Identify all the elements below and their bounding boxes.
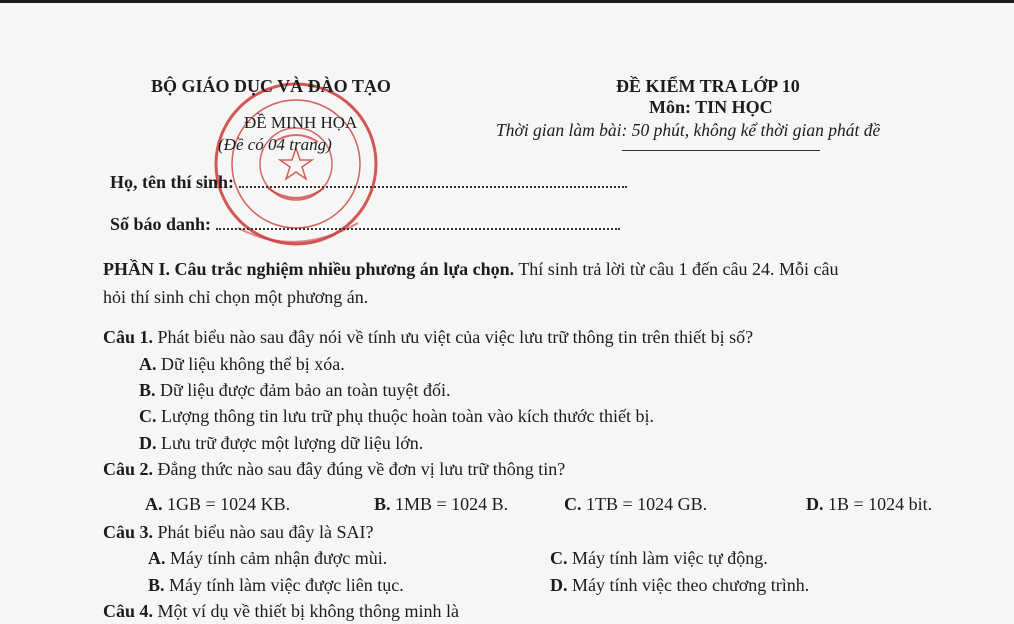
option-3a[interactable]: A. Máy tính cảm nhận được mùi. [148, 548, 388, 568]
question-number: Câu 1. [103, 327, 154, 347]
question-text: Phát biểu nào sau đây nói về tính ưu việt của việc lưu trữ thông tin trên thiết bị số? [153, 327, 754, 347]
time-note: Thời gian làm bài: 50 phút, không kể thời gian phát đề [496, 120, 881, 140]
question-2 [103, 459, 565, 480]
pages-note: (Đề có 04 trang) [218, 135, 332, 154]
exam-title: ĐỀ KIỂM TRA LỚP 10 [616, 76, 800, 96]
student-name-label: Họ, tên thí sinh: [110, 172, 235, 192]
student-id-field[interactable] [216, 214, 620, 230]
option-2a[interactable]: A. 1GB = 1024 KB. [145, 494, 291, 514]
option-1c[interactable]: C. Lượng thông tin lưu trữ phụ thuộc hoàn toàn vào kích thước thiết bị. [139, 406, 654, 426]
question-text: Đẳng thức nào sau đây đúng về đơn vị lưu trữ thông tin? [153, 459, 566, 479]
option-3d[interactable]: D. Máy tính việc theo chương trình. [550, 575, 810, 595]
ministry-name: BỘ GIÁO DỤC VÀ ĐÀO TẠO [151, 76, 391, 96]
question-1 [103, 327, 753, 348]
part1-heading-line [103, 259, 839, 280]
student-name-field[interactable] [239, 172, 627, 188]
option-2b[interactable]: B. 1MB = 1024 B. [374, 494, 509, 514]
question-number: Câu 4. [103, 601, 154, 621]
student-id-row [110, 214, 620, 235]
exam-type-label: ĐỀ MINH HỌA [244, 113, 358, 132]
part1-title: PHẦN I. Câu trắc nghiệm nhiều phương án lựa chọn. [103, 259, 515, 279]
subject-label: Môn: TIN HỌC [649, 97, 773, 117]
option-3b[interactable]: B. Máy tính làm việc được liên tục. [148, 575, 404, 595]
scan-top-edge [0, 0, 1014, 3]
option-3c[interactable]: C. Máy tính làm việc tự động. [550, 548, 768, 568]
part1-instruction-1: Thí sinh trả lời từ câu 1 đến câu 24. Mỗi câu [514, 259, 839, 279]
question-text: Phát biểu nào sau đây là SAI? [153, 522, 374, 542]
option-1d[interactable]: D. Lưu trữ được một lượng dữ liệu lớn. [139, 433, 424, 453]
option-1b[interactable]: B. Dữ liệu được đảm bảo an toàn tuyệt đối. [139, 380, 451, 400]
question-text: Một ví dụ về thiết bị không thông minh là [153, 601, 459, 621]
option-1a[interactable]: A. Dữ liệu không thể bị xóa. [139, 354, 345, 374]
question-4 [103, 601, 459, 622]
student-name-row [110, 172, 627, 193]
header-underline [622, 150, 820, 151]
question-number: Câu 2. [103, 459, 154, 479]
question-3 [103, 522, 373, 543]
option-2d[interactable]: D. 1B = 1024 bit. [806, 494, 933, 514]
student-id-label: Số báo danh: [110, 214, 212, 234]
part1-instruction-2: hỏi thí sinh chỉ chọn một phương án. [103, 287, 369, 307]
option-2c[interactable]: C. 1TB = 1024 GB. [564, 494, 708, 514]
question-number: Câu 3. [103, 522, 154, 542]
